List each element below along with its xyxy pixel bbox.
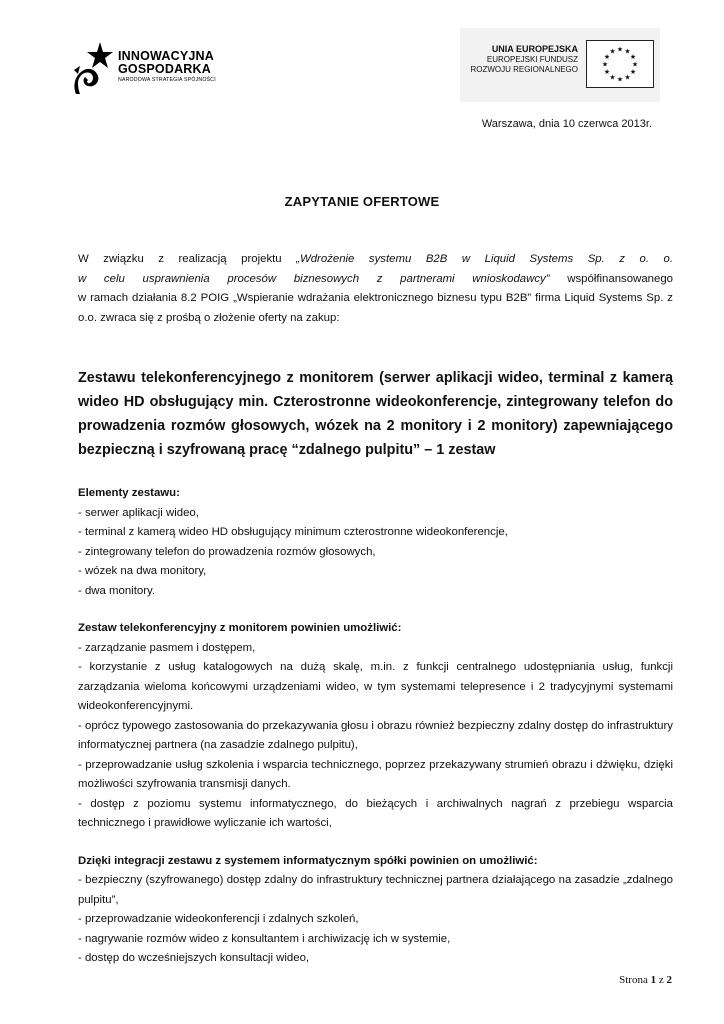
list-item: - przeprowadzanie usług szkolenia i wsparcia technicznego, poprzez przekazywany strumień obrazu i dźwięku, dzięki możliwości szyfrowania transmisji danych.	[78, 758, 673, 790]
eu-line-1: UNIA EUROPEJSKA	[491, 44, 578, 54]
list-item: - wózek na dwa monitory,	[78, 565, 207, 577]
total-pages: 2	[666, 974, 672, 986]
list-item: - przeprowadzanie wideokonferencji i zdalnych szkoleń,	[78, 913, 359, 925]
eu-star-icon: ★	[629, 69, 637, 76]
list-item: - korzystanie z usług katalogowych na dużą skalę, m.in. z funkcji centralnego udostępniania usług, funkcji zarządzania wieloma końcowymi urządzeniami wideo, w tym systemami telepresence i 2 tradycyjnymi systemami wideokonferencyjnymi.	[78, 661, 673, 712]
eu-stars-icon	[587, 41, 653, 87]
integration-heading: Dzięki integracji zestawu z systemem informatycznym spółki powinien on umożliwić:	[78, 854, 538, 867]
eu-star-icon: ★	[601, 61, 609, 69]
eu-star-icon: ★	[603, 54, 611, 61]
logo-line-3: NARODOWA STRATEGIA SPÓJNOŚCI	[118, 77, 216, 83]
intro-rest: w ramach działania 8.2 POIG „Wspieranie wdrażania elektronicznego biznesu typu B2B” firma Liquid Systems Sp. z o.o. zwraca się z prośbą o złożenie oferty na zakup:	[78, 292, 673, 324]
eu-flag-icon	[586, 40, 654, 88]
intro-prefix: W związku z realizacją projektu	[78, 253, 297, 265]
logo-text-block	[118, 50, 216, 84]
project-name-part-2: w celu usprawnienia procesów biznesowych z partnerami wnioskodawcy”	[78, 272, 550, 285]
innowacyjna-gospodarka-logo	[70, 40, 250, 96]
list-item: - terminal z kamerą wideo HD obsługujący minimum czterostronne wideokonferencje,	[78, 526, 508, 538]
intro-line-1	[78, 250, 673, 270]
list-item: - bezpieczny (szyfrowanego) dostęp zdalny do infrastruktury technicznej partnera działającego na zasadzie „zdalnego pulpitu”,	[78, 874, 673, 906]
list-item: - zintegrowany telefon do prowadzenia rozmów głosowych,	[78, 545, 376, 558]
eu-star-icon: ★	[631, 61, 639, 69]
eu-line-2: EUROPEJSKI FUNDUSZ	[486, 55, 578, 64]
logo-line-1: INNOWACYJNA	[118, 49, 214, 63]
intro-line-2	[78, 270, 673, 290]
eu-line-3: ROZWOJU REGIONALNEGO	[470, 65, 578, 74]
page-prefix: Strona	[619, 974, 651, 986]
eu-star-icon: ★	[616, 76, 624, 84]
current-page: 1	[650, 974, 657, 986]
eu-star-icon: ★	[624, 48, 631, 56]
elements-heading: Elementy zestawu:	[78, 487, 180, 499]
eu-star-icon: ★	[603, 69, 611, 76]
eu-star-icon: ★	[629, 54, 637, 61]
document-date: Warszawa, dnia 10 czerwca 2013r.	[481, 118, 652, 130]
subject-heading: Zestawu telekonferencyjnego z monitorem (serwer aplikacji wideo, terminal z kamerą wideo HD obsługujący min. Czterostronne wideokonferencje, zintegrowany telefon do prowadzenia rozmów głosowych, wózek na 2 monitory i 2 monitory) zapewniającego bezpieczną i szyfrowaną pracę “zdalnego pulpitu” – 1 zestaw	[78, 370, 673, 458]
document-title: ZAPYTANIE OFERTOWE	[284, 194, 440, 209]
document-body	[78, 250, 673, 969]
list-item: - dostęp z poziomu systemu informatycznego, do bieżących i archiwalnych nagrań z przebiegu wsparcia technicznego i prawidłowe wyliczanie ich wartości,	[78, 797, 673, 829]
list-item: - oprócz typowego zastosowania do przekazywania głosu i obrazu również bezpieczny zdalny dostęp do infrastruktury informatycznej partnera (na zasadzie zdalnego pulpitu),	[78, 719, 673, 751]
eu-star-icon: ★	[609, 48, 616, 56]
eu-star-icon: ★	[624, 74, 631, 82]
logo-line-2: GOSPODARKA	[118, 62, 211, 76]
list-item: - dostęp do wcześniejszych konsultacji wideo,	[78, 952, 310, 964]
eu-star-icon: ★	[609, 74, 616, 82]
intro-line2-suffix: współfinansowanego	[549, 272, 673, 285]
capabilities-heading: Zestaw telekonferencyjny z monitorem powinien umożliwić:	[78, 622, 402, 634]
list-item: - zarządzanie pasmem i dostępem,	[78, 641, 256, 654]
list-item: - nagrywanie rozmów wideo z konsultantem i archiwizację ich w systemie,	[78, 932, 451, 945]
page-sep: z	[656, 974, 667, 986]
list-item: - serwer aplikacji wideo,	[78, 506, 199, 519]
page-number	[619, 974, 672, 986]
star-emblem-icon	[70, 40, 114, 96]
eu-logo	[460, 28, 660, 102]
eu-star-icon: ★	[616, 46, 624, 54]
project-name-part-1: „Wdrożenie systemu B2B w Liquid Systems Sp. z o. o.	[296, 253, 674, 265]
list-item: - dwa monitory.	[78, 584, 156, 597]
eu-logo-text	[470, 44, 578, 75]
